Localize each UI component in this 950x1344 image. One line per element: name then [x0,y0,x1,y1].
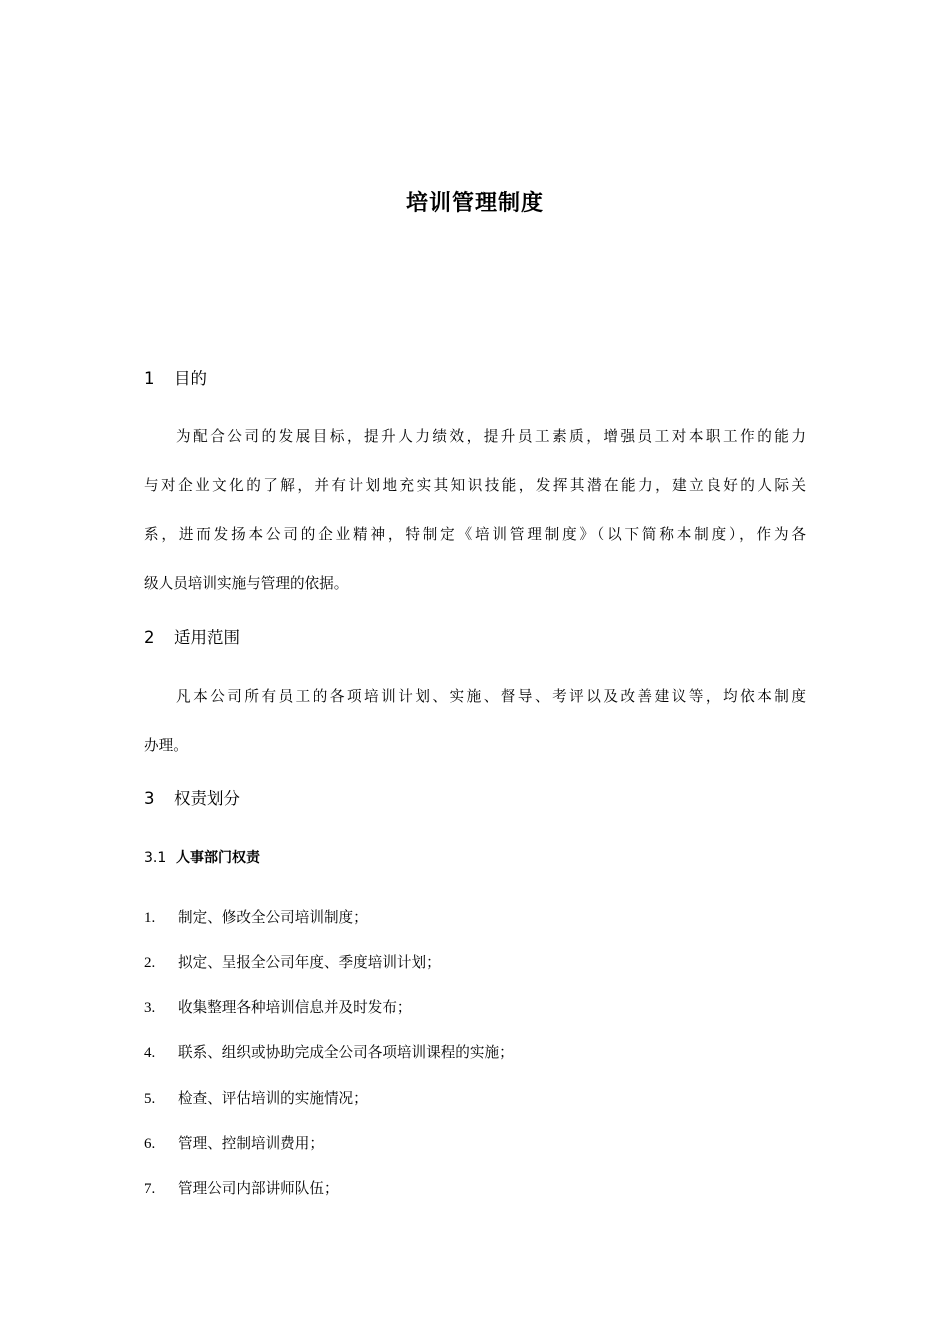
list-item [144,951,441,975]
list-item-number: 4. [144,1045,156,1061]
list-item [144,1177,339,1201]
paragraph-line: 系，进而发扬本公司的企业精神，特制定《培训管理制度》（以下简称本制度），作为各 [144,526,806,543]
list-item-text: 拟定、呈报全公司年度、季度培训计划； [178,954,441,971]
list-item [144,906,368,930]
list-item-number: 1. [144,910,156,926]
list-item [144,1132,324,1156]
section-heading-scope [144,626,240,650]
paragraph-line: 办理。 [144,737,188,754]
list-item-text: 管理、控制培训费用； [178,1135,324,1152]
section-heading-purpose [144,367,207,391]
paragraph-line: 级人员培训实施与管理的依据。 [144,575,349,592]
section-title: 权责划分 [174,789,240,808]
paragraph-line: 与对企业文化的了解，并有计划地充实其知识技能，发挥其潜在能力，建立良好的人际关 [144,477,806,494]
section-number: 3 [144,789,155,808]
list-item-number: 5. [144,1091,156,1107]
list-item-text: 管理公司内部讲师队伍； [178,1180,339,1197]
section-number: 2 [144,628,155,647]
list-item [144,996,412,1020]
list-item-text: 收集整理各种培训信息并及时发布； [178,999,412,1016]
list-item-text: 联系、组织或协助完成全公司各项培训课程的实施； [178,1044,514,1061]
list-item [144,1087,368,1111]
section-title: 目的 [174,369,207,388]
document-title: 培训管理制度 [405,191,544,216]
section-heading-responsibilities [144,787,240,811]
list-item-text: 检查、评估培训的实施情况； [178,1090,368,1107]
subsection-title: 人事部门权责 [176,850,260,866]
paragraph-line: 凡本公司所有员工的各项培训计划、实施、督导、考评以及改善建议等，均依本制度 [176,688,806,705]
list-item-number: 3. [144,1000,156,1016]
subsection-heading-hr [144,847,260,869]
section-title: 适用范围 [174,628,240,647]
section-number: 1 [144,369,155,388]
subsection-number: 3.1 [144,850,167,866]
list-item-number: 7. [144,1181,156,1197]
list-item-number: 6. [144,1136,156,1152]
list-item-number: 2. [144,955,156,971]
paragraph-line: 为配合公司的发展目标，提升人力绩效，提升员工素质，增强员工对本职工作的能力 [176,428,806,445]
list-item-text: 制定、修改全公司培训制度； [178,909,368,926]
list-item [144,1041,514,1065]
